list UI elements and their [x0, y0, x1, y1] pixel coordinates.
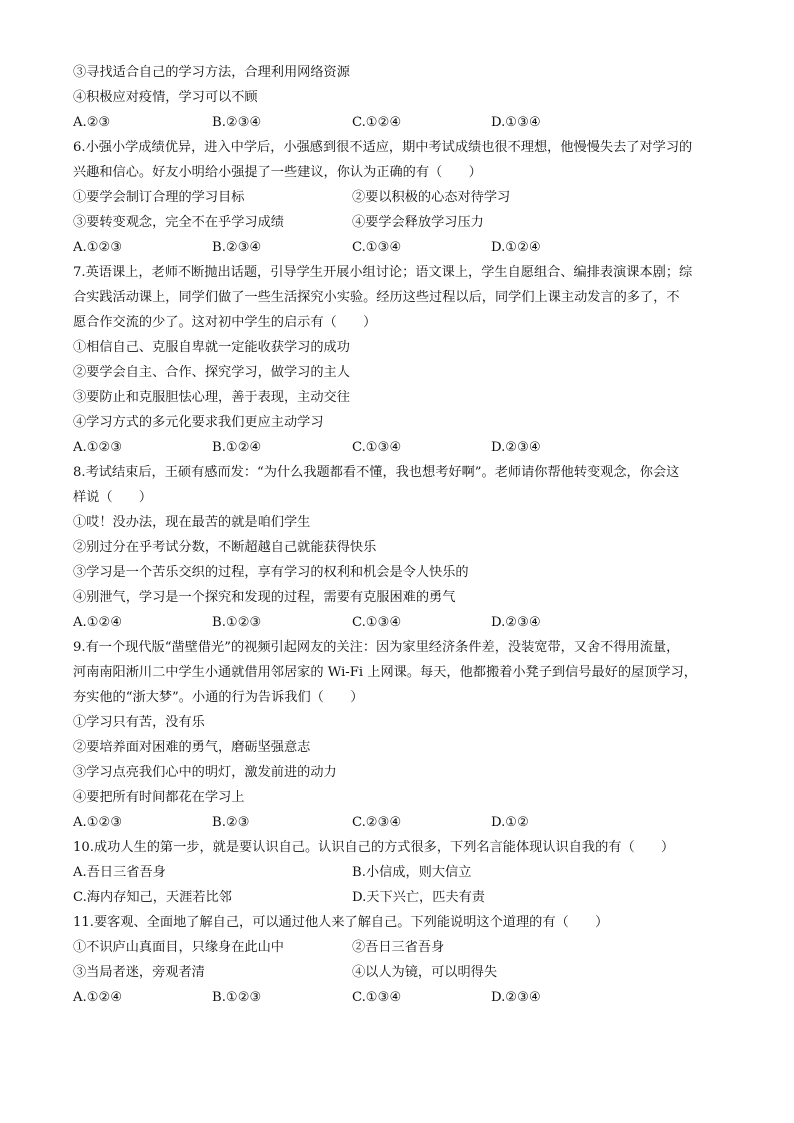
q5-option-c: C.①②④ [352, 115, 402, 130]
q10-stem: 10.成功人生的第一步，就是要认识自己。认识自己的方式很多，下列名言能体现认识自我的有（ ） [73, 840, 675, 855]
q6-stem-line-1: 6.小强小学成绩优异，进入中学后，小强感到很不适应，期中考试成绩也很不理想，他慢慢失去了对学习的 [73, 140, 693, 155]
q6-option-a: A.①②③ [73, 240, 123, 255]
q5-option-a: A.②③ [73, 115, 111, 130]
q6-option-b: B.②③④ [212, 240, 262, 255]
q7-option-c: C.①③④ [352, 440, 402, 455]
q9-option-d: D.①② [491, 815, 529, 830]
q6-item-1: ①要学会制订合理的学习目标 [73, 190, 245, 205]
q11-item-2: ②吾日三省吾身 [352, 940, 445, 955]
q11-option-a: A.①②④ [73, 990, 123, 1005]
q6-item-2: ②要以积极的心态对待学习 [352, 190, 511, 205]
q11-option-c: C.①③④ [352, 990, 402, 1005]
q9-option-a: A.①②③ [73, 815, 123, 830]
q7-stem-line-1: 7.英语课上，老师不断抛出话题，引导学生开展小组讨论；语文课上，学生自愿组合、编排表演课本剧；综 [73, 265, 693, 280]
q7-stem-line-2: 合实践活动课上，同学们做了一些生活探究小实验。经历这些过程以后，同学们上课主动发言的多了，不 [73, 290, 680, 305]
q8-item-1: ①哎！没办法，现在最苦的就是咱们学生 [73, 515, 311, 530]
q6-item-4: ④要学会释放学习压力 [352, 215, 484, 230]
q8-option-d: D.②③④ [491, 615, 541, 630]
q11-stem: 11.要客观、全面地了解自己，可以通过他人来了解自己。下列能说明这个道理的有（ ） [73, 915, 609, 930]
q8-item-4: ④别泄气，学习是一个探究和发现的过程，需要有克服困难的勇气 [73, 590, 456, 605]
q11-option-d: D.②③④ [491, 990, 541, 1005]
q5-option-b: B.②③④ [212, 115, 262, 130]
q7-option-d: D.②③④ [491, 440, 541, 455]
q10-option-a: A.吾日三省吾身 [73, 865, 166, 880]
q7-option-b: B.①②④ [212, 440, 262, 455]
q6-stem-line-2: 兴趣和信心。好友小明给小强提了一些建议，你认为正确的有（ ） [73, 165, 482, 180]
q10-option-d: D.天下兴亡，匹夫有责 [352, 890, 485, 905]
q9-item-4: ④要把所有时间都花在学习上 [73, 790, 245, 805]
q7-stem-line-3: 愿合作交流的少了。这对初中学生的启示有（ ） [73, 315, 377, 330]
q9-stem-line-2: 河南南阳淅川二中学生小通就借用邻居家的 Wi-Fi 上网课。每天，他都搬着小凳子到信号最好的屋顶学习， [73, 665, 697, 680]
q8-option-b: B.①②③ [212, 615, 262, 630]
q8-item-3: ③学习是一个苦乐交织的过程，享有学习的权利和机会是令人快乐的 [73, 565, 469, 580]
q8-stem-line-2: 样说（ ） [73, 490, 153, 505]
q7-option-a: A.①②③ [73, 440, 123, 455]
q7-item-1: ①相信自己、克服自卑就一定能收获学习的成功 [73, 340, 350, 355]
q9-stem-line-3: 夯实他的“浙大梦”。小通的行为告诉我们（ ） [73, 690, 364, 705]
q10-option-c: C.海内存知己，天涯若比邻 [73, 890, 232, 905]
q10-option-b: B.小信成，则大信立 [352, 865, 472, 880]
q9-item-3: ③学习点亮我们心中的明灯，激发前进的动力 [73, 765, 337, 780]
q7-item-4: ④学习方式的多元化要求我们更应主动学习 [73, 415, 324, 430]
q6-item-3: ③要转变观念，完全不在乎学习成绩 [73, 215, 284, 230]
q11-item-4: ④以人为镜，可以明得失 [352, 965, 498, 980]
q6-option-d: D.①②④ [491, 240, 541, 255]
q8-item-2: ②别过分在乎考试分数，不断超越自己就能获得快乐 [73, 540, 377, 555]
q7-item-3: ③要防止和克服胆怯心理，善于表现，主动交往 [73, 390, 350, 405]
q11-item-3: ③当局者迷，旁观者清 [73, 965, 205, 980]
q9-option-c: C.②③④ [352, 815, 402, 830]
q9-stem-line-1: 9.有一个现代版“凿壁借光”的视频引起网友的关注：因为家里经济条件差，没装宽带，又舍不得用流量， [73, 640, 680, 655]
q7-item-2: ②要学会自主、合作、探究学习，做学习的主人 [73, 365, 350, 380]
q5-option-d: D.①③④ [491, 115, 541, 130]
q11-option-b: B.①②③ [212, 990, 262, 1005]
q9-item-1: ①学习只有苦，没有乐 [73, 715, 205, 730]
q8-stem-line-1: 8.考试结束后，王硕有感而发：“为什么我题都看不懂，我也想考好啊”。老师请你帮他转变观念，你会这 [73, 465, 680, 480]
q8-option-a: A.①②④ [73, 615, 123, 630]
q11-item-1: ①不识庐山真面目，只缘身在此山中 [73, 940, 284, 955]
q8-option-c: C.①③④ [352, 615, 402, 630]
q5-item-3: ③寻找适合自己的学习方法，合理利用网络资源 [73, 65, 350, 80]
q6-option-c: C.①③④ [352, 240, 402, 255]
q9-item-2: ②要培养面对困难的勇气，磨砺坚强意志 [73, 740, 311, 755]
q9-option-b: B.②③ [212, 815, 250, 830]
q5-item-4: ④积极应对疫情，学习可以不顾 [73, 90, 258, 105]
